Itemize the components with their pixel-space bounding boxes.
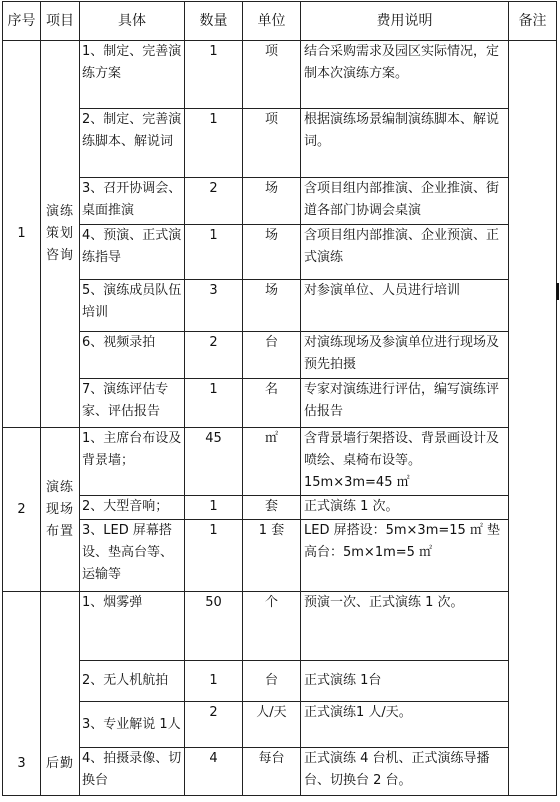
group-project: 后勤 xyxy=(41,592,80,796)
table-row xyxy=(3,428,557,496)
row-unit: 台 xyxy=(243,332,301,379)
row-desc: 根据演练场景编制演练脚本、解说词。 xyxy=(301,109,509,178)
group-seq: 2 xyxy=(3,428,41,592)
edge-mark xyxy=(556,283,559,300)
group-seq: 3 xyxy=(3,592,41,796)
row-desc: 预演一次、正式演练 1 次。 xyxy=(301,592,509,661)
row-desc: 正式演练1 人/天。 xyxy=(301,702,509,748)
table-row xyxy=(3,520,557,592)
row-detail: 3、LED 屏幕搭设、垫高台等、运输等 xyxy=(80,520,185,592)
row-unit: 人/天 xyxy=(243,702,301,748)
row-desc: 对演练现场及参演单位进行现场及预先拍摄 xyxy=(301,332,509,379)
table-row xyxy=(3,496,557,520)
row-unit: ㎡ xyxy=(243,428,301,496)
table-row xyxy=(3,41,557,109)
header-note: 备注 xyxy=(509,2,557,41)
row-unit: 场 xyxy=(243,178,301,225)
header-seq: 序号 xyxy=(3,2,41,41)
row-detail: 1、烟雾弹 xyxy=(80,592,185,661)
row-qty: 1 xyxy=(185,496,243,520)
table-row xyxy=(3,109,557,178)
row-detail: 1、主席台布设及背景墙； xyxy=(80,428,185,496)
table-row xyxy=(3,592,557,661)
table-row xyxy=(3,225,557,280)
row-detail: 3、专业解说 1人 xyxy=(80,702,185,748)
header-unit: 单位 xyxy=(243,2,301,41)
header-row xyxy=(3,2,557,41)
row-desc: 正式演练 1 次。 xyxy=(301,496,509,520)
row-qty: 4 xyxy=(185,748,243,796)
row-desc: 含项目组内部推演、企业推演、街道各部门协调会桌演 xyxy=(301,178,509,225)
table-row xyxy=(3,702,557,748)
row-desc: LED 屏搭设：5m×3m=15 ㎡ 垫高台：5m×1m=5 ㎡ xyxy=(301,520,509,592)
row-qty: 1 xyxy=(185,661,243,702)
row-qty: 3 xyxy=(185,280,243,332)
row-qty: 1 xyxy=(185,379,243,428)
row-unit: 套 xyxy=(243,496,301,520)
row-unit: 台 xyxy=(243,661,301,702)
group-project: 演练现场布置 xyxy=(41,428,80,592)
row-qty: 45 xyxy=(185,428,243,496)
table-row xyxy=(3,661,557,702)
row-qty: 2 xyxy=(185,702,243,748)
row-detail: 2、制定、完善演练脚本、解说词 xyxy=(80,109,185,178)
row-detail: 2、大型音响； xyxy=(80,496,185,520)
row-qty: 2 xyxy=(185,178,243,225)
header-qty: 数量 xyxy=(185,2,243,41)
header-desc: 费用说明 xyxy=(301,2,509,41)
row-qty: 1 xyxy=(185,225,243,280)
row-detail: 2、无人机航拍 xyxy=(80,661,185,702)
row-desc: 正式演练 4 台机、正式演练导播台、切换台 2 台。 xyxy=(301,748,509,796)
row-desc: 结合采购需求及园区实际情况，定制本次演练方案。 xyxy=(301,41,509,109)
row-unit: 场 xyxy=(243,225,301,280)
row-qty: 1 xyxy=(185,109,243,178)
row-detail: 3、召开协调会、桌面推演 xyxy=(80,178,185,225)
group-seq: 1 xyxy=(3,41,41,428)
row-unit: 场 xyxy=(243,280,301,332)
row-unit: 项 xyxy=(243,41,301,109)
header-project: 项目 xyxy=(41,2,80,41)
row-detail: 6、视频录拍 xyxy=(80,332,185,379)
row-unit: 项 xyxy=(243,109,301,178)
table-row xyxy=(3,748,557,796)
row-detail: 7、演练评估专家、评估报告 xyxy=(80,379,185,428)
row-detail: 1、制定、完善演练方案 xyxy=(80,41,185,109)
row-unit: 个 xyxy=(243,592,301,661)
table-row xyxy=(3,280,557,332)
row-desc: 对参演单位、人员进行培训 xyxy=(301,280,509,332)
expense-table xyxy=(2,1,557,796)
row-qty: 50 xyxy=(185,592,243,661)
header-detail: 具体 xyxy=(80,2,185,41)
row-desc: 专家对演练进行评估，编写演练评估报告 xyxy=(301,379,509,428)
row-unit: 每台 xyxy=(243,748,301,796)
table-row xyxy=(3,332,557,379)
row-desc: 含背景墙行架搭设、背景画设计及喷绘、桌椅布设等。15m×3m=45 ㎡ xyxy=(301,428,509,496)
row-desc: 正式演练 1台 xyxy=(301,661,509,702)
row-qty: 1 xyxy=(185,520,243,592)
row-qty: 2 xyxy=(185,332,243,379)
row-detail: 4、拍摄录像、切换台 xyxy=(80,748,185,796)
row-unit: 1 套 xyxy=(243,520,301,592)
row-detail: 4、预演、正式演练指导 xyxy=(80,225,185,280)
table-row xyxy=(3,379,557,428)
group-project: 演练策划咨询 xyxy=(41,41,80,428)
row-qty: 1 xyxy=(185,41,243,109)
row-desc: 含项目组内部推演、企业预演、正式演练 xyxy=(301,225,509,280)
table-row xyxy=(3,178,557,225)
note-cell xyxy=(509,41,557,796)
row-unit: 名 xyxy=(243,379,301,428)
row-detail: 5、演练成员队伍培训 xyxy=(80,280,185,332)
